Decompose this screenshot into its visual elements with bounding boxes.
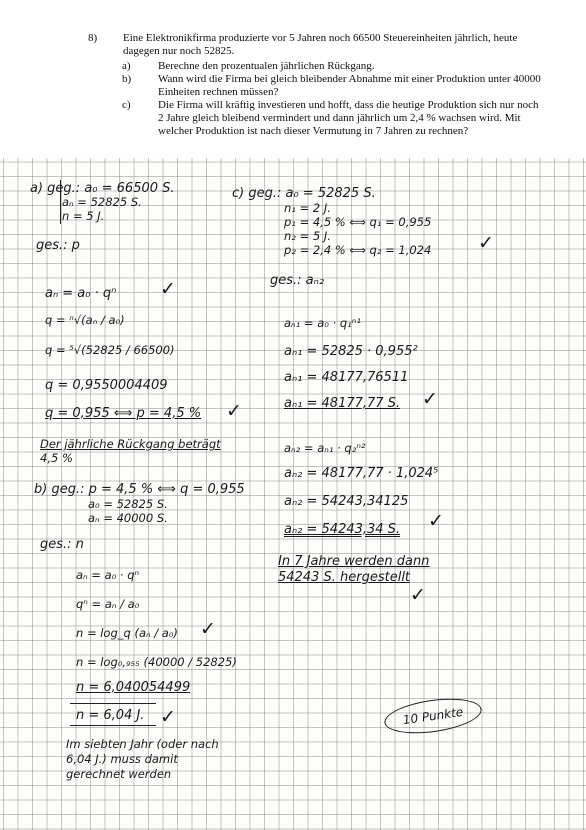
b-given-line1: b) geg.: p = 4,5 % ⟺ q = 0,955 [34, 482, 245, 497]
a-answer-line2: 4,5 % [40, 451, 73, 465]
a-given-line1: a) geg.: a₀ = 66500 S. [30, 181, 175, 196]
b-n-value: n = 6,040054499 [76, 680, 191, 695]
b-answer-line3: gerechnet werden [66, 767, 172, 781]
check-mark: ✓ [200, 618, 216, 640]
c-sought: ges.: aₙ₂ [270, 273, 325, 288]
item-c-text: Die Firma will kräftig investieren und hofft, dass die heutige Produktion sich nur noch 2 Jahre gleich bleibend vermindert und dann jährlich um 2,4 % wachsen wird. Mit welcher Produktion ist nach dieser Vermutung in 7 Jahren zu rechnen? [158, 99, 539, 138]
c-step1-raw: aₙ₁ = 48177,76511 [284, 370, 409, 385]
points-stamp: 10 Punkte [382, 693, 483, 738]
b-answer-line2: 6,04 J.) muss damit [66, 752, 178, 766]
check-mark: ✓ [226, 400, 242, 422]
check-mark: ✓ [422, 388, 438, 410]
c-answer-line2: 54243 S. hergestellt [278, 570, 411, 585]
a-step-values: q = ⁵√(52825 / 66500) [45, 343, 175, 357]
c-step2-result: aₙ₂ = 54243,34 S. [284, 522, 401, 537]
c-answer-line1: In 7 Jahre werden dann [278, 554, 430, 569]
a-given-line3: n = 5 J. [62, 209, 105, 223]
a-q-value: q = 0,9550004409 [45, 378, 168, 393]
item-b-letter: b) [122, 73, 132, 85]
b-formula: aₙ = a₀ · qⁿ [76, 568, 140, 582]
a-given-line2: aₙ = 52825 S. [62, 195, 142, 209]
check-mark: ✓ [478, 232, 494, 254]
check-mark: ✓ [160, 278, 176, 300]
c-formula1: aₙ₁ = a₀ · q₁ⁿ¹ [284, 316, 361, 330]
c-step1-values: aₙ₁ = 52825 · 0,955² [284, 344, 418, 359]
a-step-root: q = ⁿ√(aₙ / a₀) [45, 313, 125, 327]
check-mark: ✓ [160, 706, 176, 728]
check-mark: ✓ [428, 510, 444, 532]
c-given-line1: c) geg.: a₀ = 52825 S. [232, 186, 376, 201]
a-sought: ges.: p [36, 238, 80, 253]
task-block [0, 0, 586, 158]
result-box-bottom [70, 725, 156, 726]
item-a-letter: a) [122, 60, 131, 72]
b-given-line2: a₀ = 52825 S. [88, 497, 168, 511]
b-step-log: n = log_q (aₙ / a₀) [76, 626, 178, 640]
b-sought: ges.: n [40, 537, 84, 552]
result-box-top [70, 703, 156, 704]
c-step2-values: aₙ₂ = 48177,77 · 1,024⁵ [284, 466, 439, 481]
a-answer-line1: Der jährliche Rückgang beträgt [40, 437, 221, 451]
c-step1-result: aₙ₁ = 48177,77 S. [284, 396, 401, 411]
c-step2-raw: aₙ₂ = 54243,34125 [284, 494, 409, 509]
check-mark: ✓ [410, 584, 426, 606]
item-c-letter: c) [122, 99, 131, 111]
b-answer-line1: Im siebten Jahr (oder nach [66, 737, 219, 751]
c-given-line3: p₁ = 4,5 % ⟺ q₁ = 0,955 [284, 215, 432, 229]
c-given-line5: p₂ = 2,4 % ⟺ q₂ = 1,024 [284, 243, 432, 257]
b-result: n = 6,04 J. [76, 708, 145, 723]
item-a-text: Berechne den prozentualen jährlichen Rückgang. [158, 60, 375, 72]
a-result: q = 0,955 ⟺ p = 4,5 % [45, 406, 202, 421]
c-formula2: aₙ₂ = aₙ₁ · q₂ⁿ² [284, 441, 366, 455]
c-given-line2: n₁ = 2 J. [284, 201, 331, 215]
given-bracket-a [60, 180, 61, 224]
b-step-values: n = log₀,₉₅₅ (40000 / 52825) [76, 655, 237, 669]
b-given-line3: aₙ = 40000 S. [88, 511, 168, 525]
task-intro: Eine Elektronikfirma produzierte vor 5 Jahren noch 66500 Steuereinheiten jährlich, heute dagegen nur noch 52825. [123, 32, 518, 58]
c-given-line4: n₂ = 5 J. [284, 229, 331, 243]
b-step-fraction: qⁿ = aₙ / a₀ [76, 597, 140, 611]
task-number: 8) [88, 32, 98, 44]
item-b-text: Wann wird die Firma bei gleich bleibender Abnahme mit einer Produktion unter 40000 Einheiten rechnen müssen? [158, 73, 541, 99]
a-formula: aₙ = a₀ · qⁿ [45, 286, 117, 301]
